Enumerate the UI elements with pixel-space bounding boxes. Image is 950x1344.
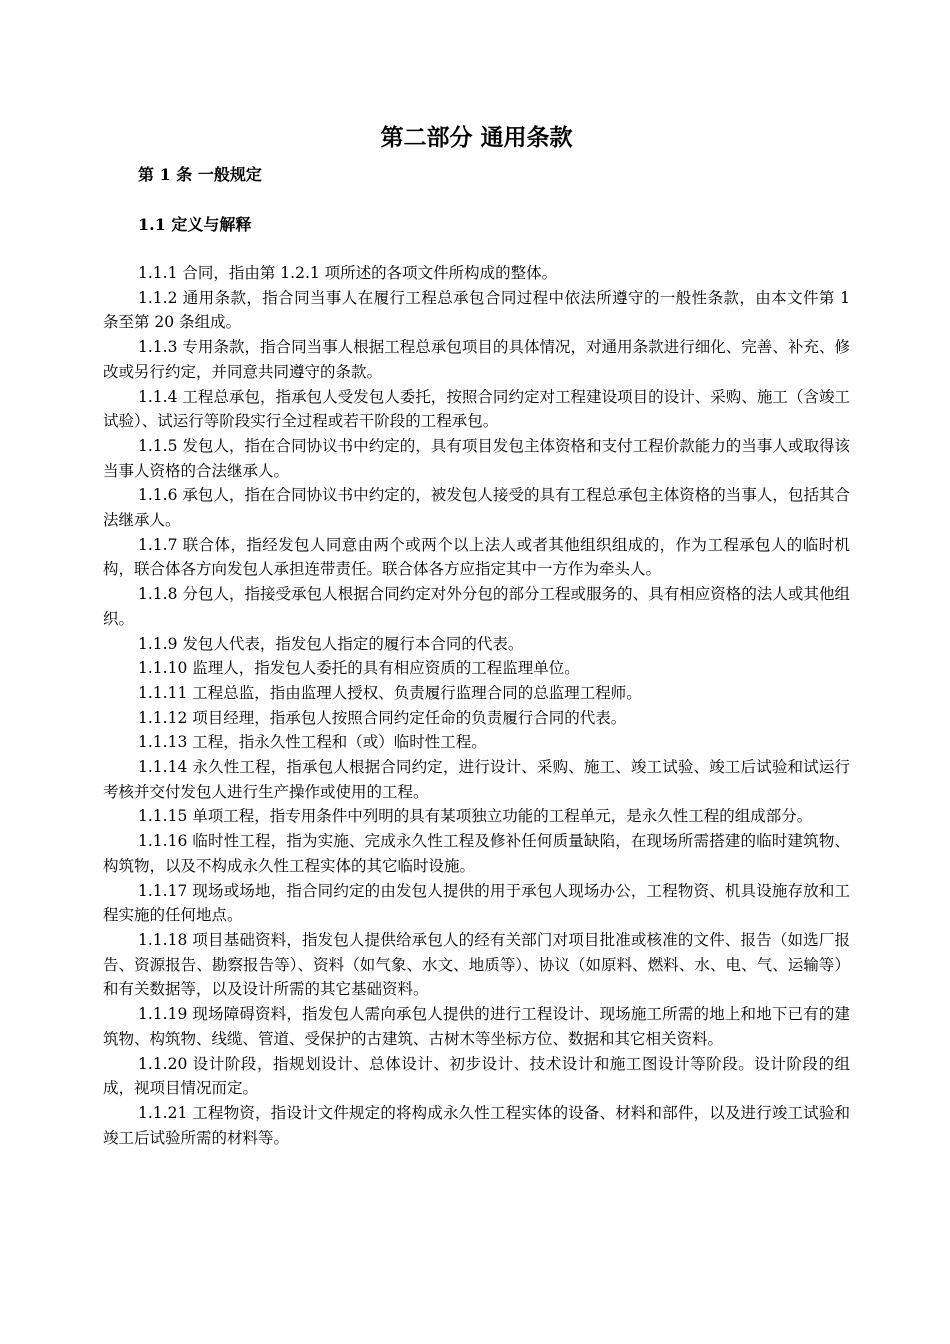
clause-list bbox=[103, 261, 850, 1150]
clause-1-1-16: 1.1.16 临时性工程，指为实施、完成永久性工程及修补任何质量缺陷，在现场所需搭建的临时建筑物、构筑物，以及不构成永久性工程实体的其它临时设施。 bbox=[103, 832, 850, 875]
clause-1-1-2: 1.1.2 通用条款，指合同当事人在履行工程总承包合同过程中依法所遵守的一般性条款，由本文件第 1 条至第 20 条组成。 bbox=[103, 288, 850, 332]
clause-1-1-12: 1.1.12 项目经理，指承包人按照合同约定任命的负责履行合同的代表。 bbox=[138, 708, 627, 727]
clause-1-1-9: 1.1.9 发包人代表，指发包人指定的履行本合同的代表。 bbox=[138, 634, 524, 653]
clause-1-1-5: 1.1.5 发包人，指在合同协议书中约定的，具有项目发包主体资格和支付工程价款能力的当事人或取得该当事人资格的合法继承人。 bbox=[103, 436, 850, 480]
clause-1-1-6: 1.1.6 承包人，指在合同协议书中约定的，被发包人接受的具有工程总承包主体资格的当事人，包括其合法继承人。 bbox=[103, 486, 850, 530]
page-title: 第二部分 通用条款 bbox=[380, 124, 573, 151]
clause-1-1-17: 1.1.17 现场或场地，指合同约定的由发包人提供的用于承包人现场办公，工程物资、机具设施存放和工程实施的任何地点。 bbox=[103, 881, 850, 925]
clause-1-1-10: 1.1.10 监理人，指发包人委托的具有相应资质的工程监理单位。 bbox=[138, 659, 580, 678]
clause-1-1-7: 1.1.7 联合体，指经发包人同意由两个或两个以上法人或者其他组织组成的，作为工程承包人的临时机构，联合体各方向发包人承担连带责任。联合体各方应指定其中一方作为牵头人。 bbox=[103, 535, 850, 579]
article-heading: 第 1 条 一般规定 bbox=[138, 165, 262, 184]
clause-1-1-13: 1.1.13 工程，指永久性工程和（或）临时性工程。 bbox=[138, 733, 487, 752]
clause-1-1-18: 1.1.18 项目基础资料，指发包人提供给承包人的经有关部门对项目批准或核准的文件、报告（如选厂报告、资源报告、勘察报告等）、资料（如气象、水文、地质等）、协议（如原料、燃料、水、电、气、运输等）和有关数据等，以及设计所需的其它基础资料。 bbox=[103, 930, 850, 999]
clause-1-1-3: 1.1.3 专用条款，指合同当事人根据工程总承包项目的具体情况，对通用条款进行细化、完善、补充、修改或另行约定，并同意共同遵守的条款。 bbox=[103, 338, 850, 381]
clause-1-1-4: 1.1.4 工程总承包，指承包人受发包人委托，按照合同约定对工程建设项目的设计、采购、施工（含竣工试验）、试运行等阶段实行全过程或若干阶段的工程承包。 bbox=[103, 387, 850, 431]
clause-1-1-20: 1.1.20 设计阶段，指规划设计、总体设计、初步设计、技术设计和施工图设计等阶段。设计阶段的组成，视项目情况而定。 bbox=[103, 1054, 850, 1098]
clause-1-1-19: 1.1.19 现场障碍资料，指发包人需向承包人提供的进行工程设计、现场施工所需的地上和地下已有的建筑物、构筑物、线缆、管道、受保护的古建筑、古树木等坐标方位、数据和其它相关资料。 bbox=[103, 1005, 850, 1048]
clause-1-1-8: 1.1.8 分包人，指接受承包人根据合同约定对外分包的部分工程或服务的、具有相应资格的法人或其他组织。 bbox=[103, 585, 850, 628]
clause-1-1-11: 1.1.11 工程总监，指由监理人授权、负责履行监理合同的总监理工程师。 bbox=[138, 683, 642, 702]
section-heading: 1.1 定义与解释 bbox=[138, 215, 252, 234]
clause-1-1-21: 1.1.21 工程物资，指设计文件规定的将构成永久性工程实体的设备、材料和部件，以及进行竣工试验和竣工后试验所需的材料等。 bbox=[103, 1103, 850, 1147]
clause-1-1-14: 1.1.14 永久性工程，指承包人根据合同约定，进行设计、采购、施工、竣工试验、竣工后试验和试运行考核并交付发包人进行生产操作或使用的工程。 bbox=[103, 758, 850, 801]
clause-1-1-15: 1.1.15 单项工程，指专用条件中列明的具有某项独立功能的工程单元，是永久性工程的组成部分。 bbox=[138, 807, 813, 826]
clause-1-1-1: 1.1.1 合同，指由第 1.2.1 项所述的各项文件所构成的整体。 bbox=[138, 264, 558, 282]
